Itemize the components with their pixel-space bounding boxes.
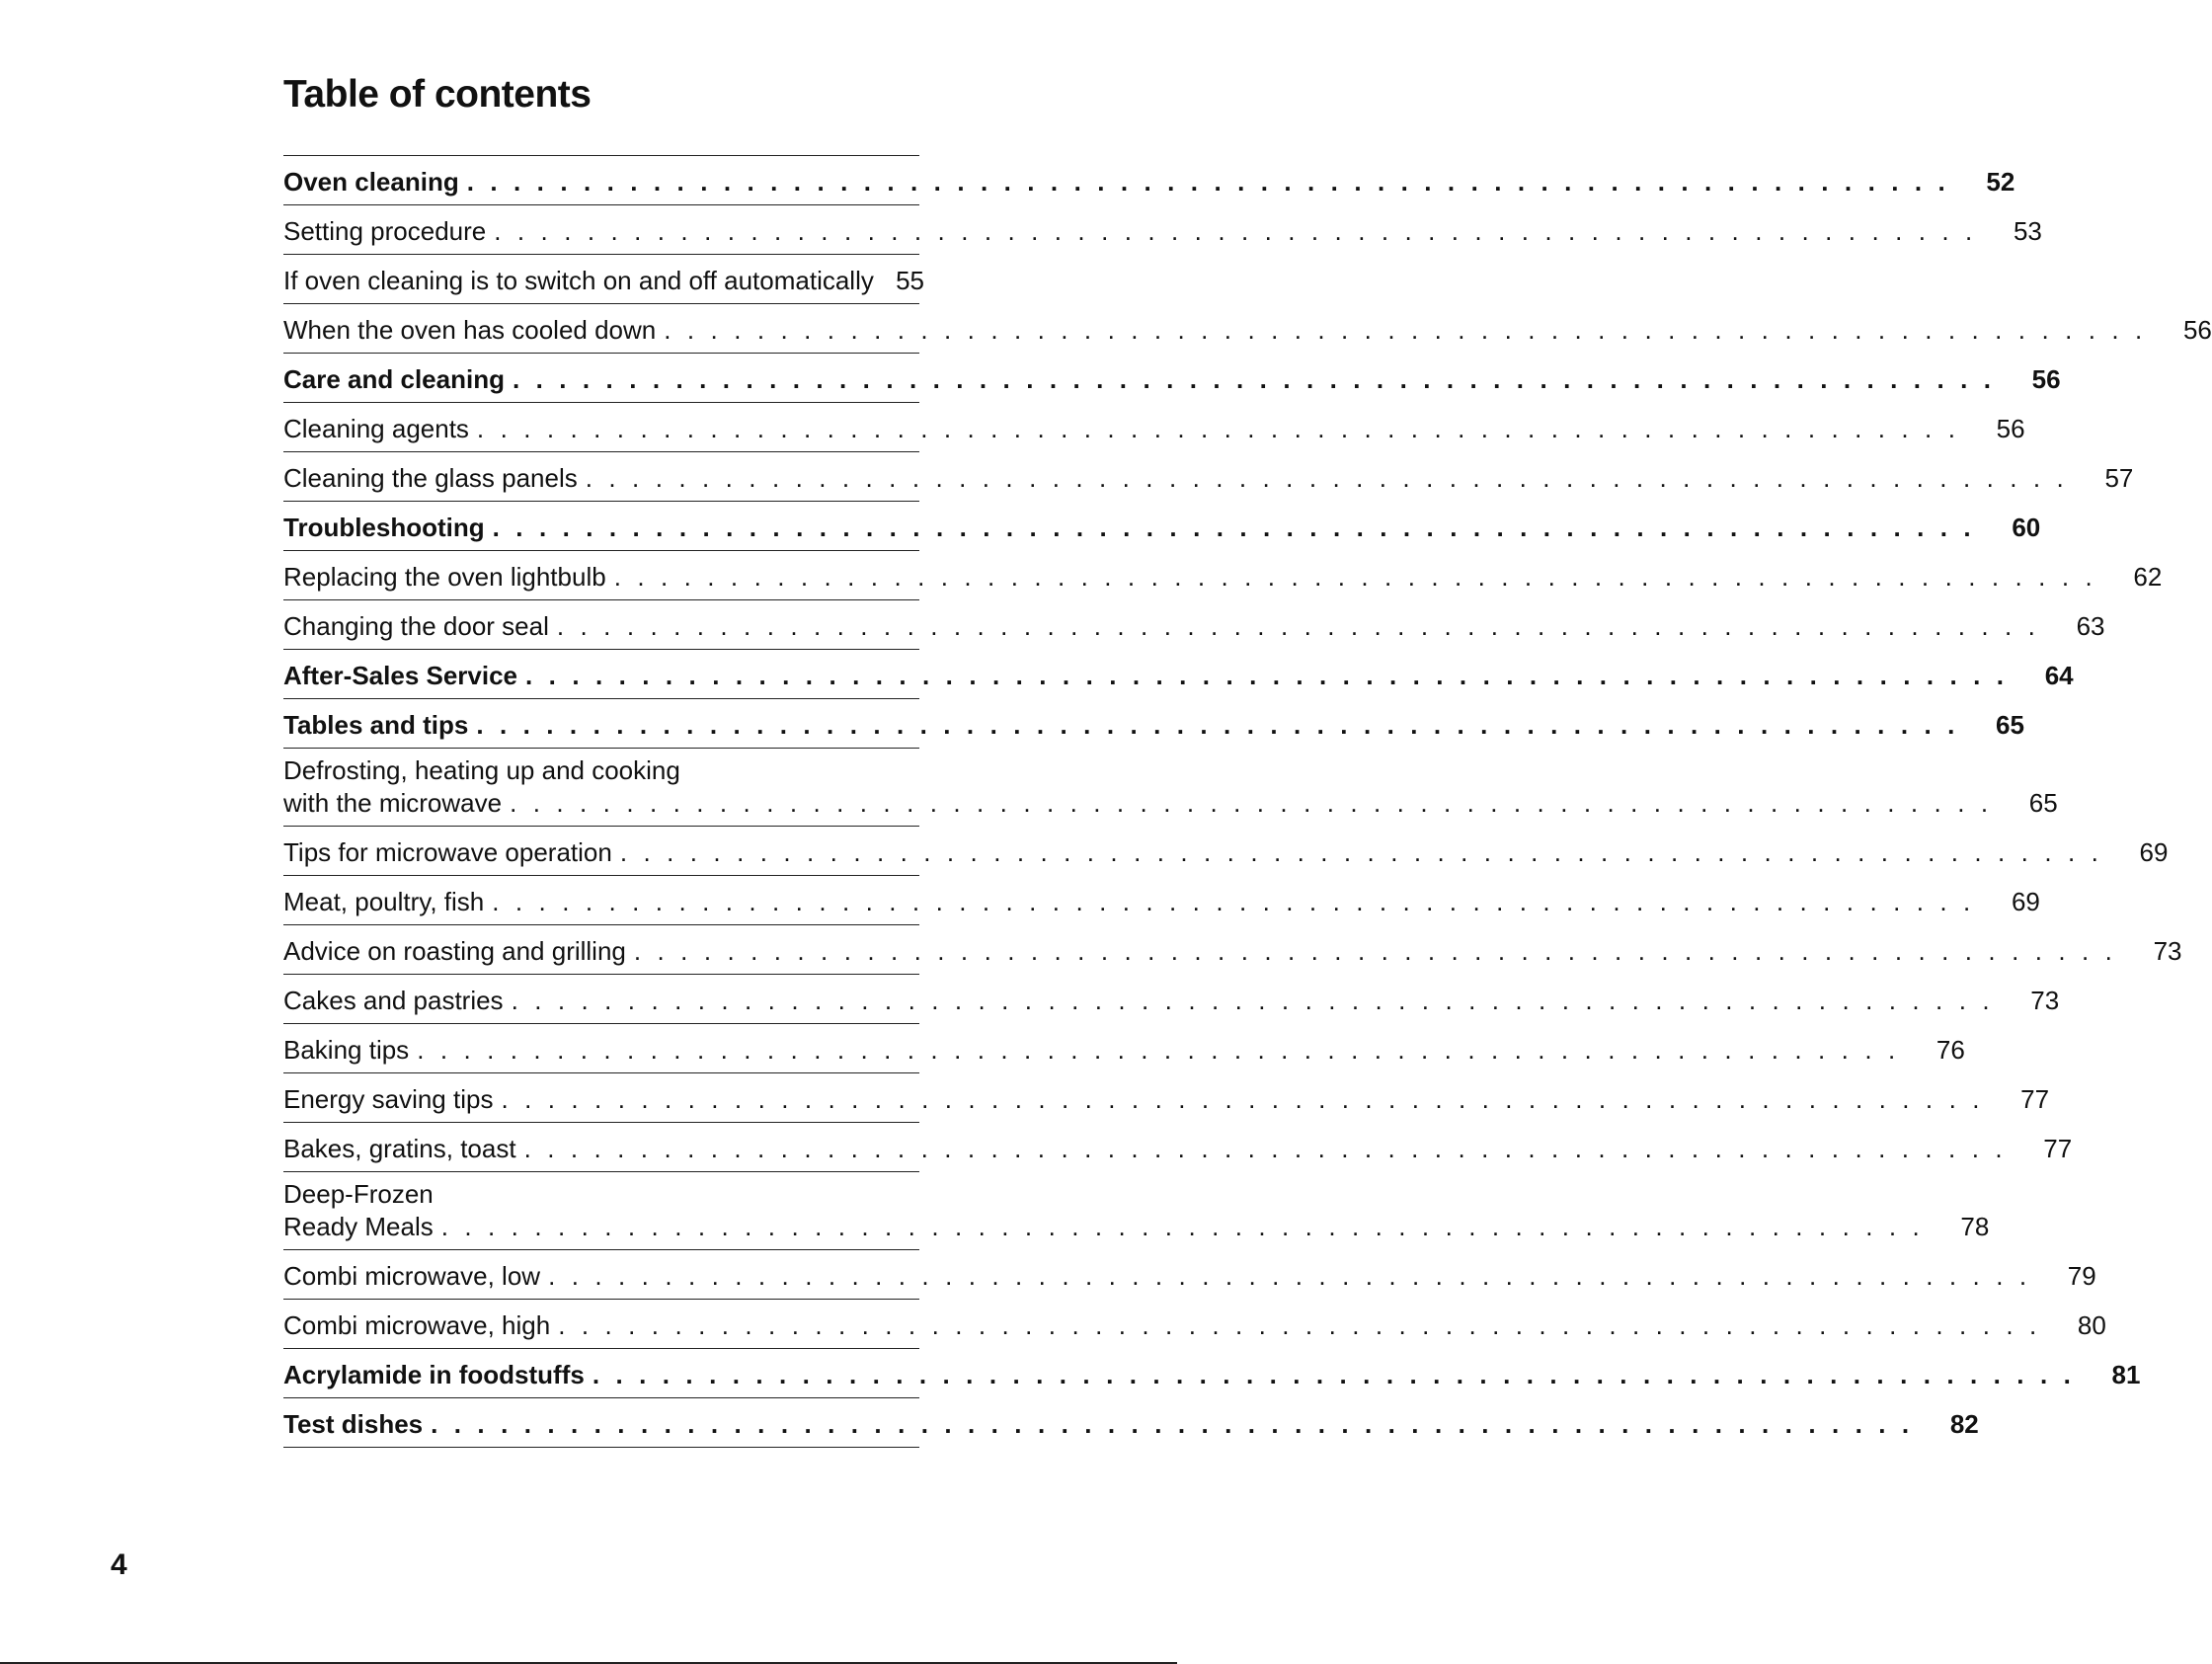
toc-entry (283, 650, 2074, 699)
toc-entry (283, 1024, 1965, 1073)
toc-entry-line (283, 1035, 1965, 1065)
dot-leader: . . . . . . . . . . . . . . . . . . . . . . . . . . . . . . . . . . . . . . . . . . . . . . . . . . . . . . . . . . . . . . . . (633, 936, 2117, 966)
toc-entry-page: 65 (2028, 788, 2058, 818)
dot-leader: . . . . . . . . . . . . . . . . . . . . . . . . . . . . . . . . . . . . . . . . . . . . . . . . . . . . . . . . . . . . . . . . (548, 1261, 2031, 1291)
toc-entry-page: 77 (2020, 1084, 2050, 1114)
toc-entry-line (283, 216, 2042, 246)
toc-entry-label: Oven cleaning (283, 167, 459, 197)
toc-entry-line (283, 562, 2163, 592)
toc-entry-label-line1: Defrosting, heating up and cooking (283, 755, 680, 785)
dot-leader: . . . . . . . . . . . . . . . . . . . . . . . . . . . . . . . . . . . . . . . . . . . . . . . . . . . . . . . . . . . . . . . . (512, 364, 1996, 394)
toc-entry-page: 80 (2077, 1310, 2106, 1340)
dot-leader: . . . . . . . . . . . . . . . . . . . . . . . . . . . . . . . . . . . . . . . . . . . . . . . . . . . . . . . . . . . . . . . . (585, 463, 2069, 493)
toc-entry-line (283, 788, 2058, 818)
toc-entry (283, 304, 2212, 354)
toc-entry (283, 1349, 2141, 1398)
dot-leader: . . . . . . . . . . . . . . . . . . . . . . . . . . . . . . . . . . . . . . . . . . . . . . . . . . . . . . . . . . . . . . . . (619, 837, 2103, 867)
dot-leader: . . . . . . . . . . . . . . . . . . . . . . . . . . . . . . . . . . . . . . . . . . . . . . . . . . . . . . . . . . . . . . . . (556, 611, 2040, 641)
toc-entry-label: Meat, poultry, fish (283, 887, 485, 916)
toc-entry-label: Combi microwave, low (283, 1261, 541, 1291)
toc-entry-label: Care and cleaning (283, 364, 505, 394)
toc-entry (283, 600, 2105, 650)
toc-entry-label: Energy saving tips (283, 1084, 494, 1114)
toc-entry-label: Combi microwave, high (283, 1310, 551, 1340)
toc-entry (283, 551, 2163, 600)
dot-leader: . . . . . . . . . . . . . . . . . . . . . . . . . . . . . . . . . . . . . . . . . . . . . . . . . . . . . . . . . . . . . . . . (494, 216, 1977, 246)
toc-entry (283, 975, 2060, 1024)
toc-entry (283, 876, 2040, 925)
toc-entry-page: 63 (2076, 611, 2105, 641)
toc-entry (283, 452, 2134, 502)
toc-entry (283, 1398, 1979, 1448)
toc-entry (283, 255, 924, 304)
toc-entry-label: with the microwave (283, 788, 503, 818)
toc-entry-page: 73 (2153, 936, 2182, 966)
toc-entry (283, 1073, 2050, 1123)
dot-leader: . . . . . . . . . . . . . . . . . . . . . . . . . . . . . . . . . . . . . . . . . . . . . . . . . . . . . . . . . . . . . . . . (523, 1134, 2008, 1163)
toc-entry (283, 749, 2058, 827)
toc-entry-line (283, 1310, 2106, 1340)
toc-entry-line (283, 463, 2134, 493)
toc-entry-label: If oven cleaning is to switch on and off automatically (283, 266, 874, 295)
dot-leader: . . . . . . . . . . . . . . . . . . . . . . . . . . . . . . . . . . . . . . . . . . . . . . . . . . . . . . . . . . . . . . . . (440, 1212, 1925, 1241)
toc-entry (283, 1172, 1990, 1250)
toc-entry-label: Cakes and pastries (283, 986, 504, 1015)
toc-entry-label: Advice on roasting and grilling (283, 936, 626, 966)
toc-entry-line (283, 1084, 2050, 1114)
toc-entry-line (283, 513, 2041, 542)
toc-entry-label: Ready Meals (283, 1212, 434, 1241)
toc-entry-line (283, 710, 2024, 740)
toc-entry-label: Tables and tips (283, 710, 469, 740)
toc-entry-line (283, 986, 2060, 1015)
toc-entry-label-line1: Deep-Frozen (283, 1179, 434, 1209)
toc-entry-page: 55 (896, 266, 924, 295)
toc-entry (283, 827, 2169, 876)
toc-entry (283, 502, 2041, 551)
toc-entry-line (283, 611, 2105, 641)
toc-entry-page: 76 (1936, 1035, 1965, 1065)
toc-entry-line (283, 1360, 2141, 1389)
toc-entry-page: 57 (2104, 463, 2134, 493)
toc-entry-label: Troubleshooting (283, 513, 485, 542)
dot-leader: . . . . . . . . . . . . . . . . . . . . . . . . . . . . . . . . . . . . . . . . . . . . . . . . . . . . . . . . . . . . . . . . (511, 986, 1995, 1015)
toc-entry-page: 64 (2044, 661, 2074, 690)
toc-entry-label: Setting procedure (283, 216, 487, 246)
toc-entry-page: 82 (1949, 1409, 1979, 1439)
toc-entry-label: Test dishes (283, 1409, 424, 1439)
toc-entry-label: Acrylamide in foodstuffs (283, 1360, 585, 1389)
toc-entry (283, 1250, 2096, 1300)
toc-entry-line (283, 315, 2212, 345)
toc-entry (283, 403, 2025, 452)
toc-entry-line (283, 414, 2025, 443)
dot-leader: . . . . . . . . . . . . . . . . . . . . . . . . . . . . . . . . . . . . . . . . . . . . . . . . . . . . . . . . . . . . . . . . (476, 414, 1960, 443)
toc-entry-page: 69 (2139, 837, 2169, 867)
toc-list (283, 155, 2212, 1448)
toc-entry-line (283, 1409, 1979, 1439)
toc-entry-line (283, 837, 2169, 867)
toc-entry-label: Changing the door seal (283, 611, 549, 641)
dot-leader: . . . . . . . . . . . . . . . . . . . . . . . . . . . . . . . . . . . . . . . . . . . . . . . . . . . . . . . . . . . . . . . . (592, 1360, 2076, 1389)
page-title: Table of contents (283, 73, 592, 116)
dot-leader: . . . . . . . . . . . . . . . . . . . . . . . . . . . . . . . . . . . . . . . . . . . . . . . . . . . . . . . . . . . . . . . . (476, 710, 1959, 740)
dot-leader: . . . . . . . . . . . . . . . . . . . . . . . . . . . . . . . . . . . . . . . . . . . . . . . . . . . . . . . . . . . . . . . . (492, 887, 1975, 916)
toc-entry-label: Cleaning agents (283, 414, 469, 443)
dot-leader: . . . . . . . . . . . . . . . . . . . . . . . . . . . . . . . . . . . . . . . . . . . . . . . . . . . . . . . . . . . . . . . . (466, 167, 1950, 197)
toc-entry-line (283, 1212, 1990, 1241)
toc-entry (283, 1123, 2073, 1172)
toc-entry-page: 81 (2111, 1360, 2141, 1389)
toc-entry-line (283, 167, 2015, 197)
toc-entry-page: 52 (1986, 167, 2015, 197)
toc-entry-page: 65 (1996, 710, 2024, 740)
toc-entry-page: 56 (1996, 414, 2025, 443)
toc-entry-page: 78 (1960, 1212, 1990, 1241)
toc-entry-line (283, 887, 2040, 916)
dot-leader: . . . . . . . . . . . . . . . . . . . . . . . . . . . . . . . . . . . . . . . . . . . . . . . . . . . . . . . . . . . . . . . . (501, 1084, 1985, 1114)
toc-entry (283, 925, 2182, 975)
toc-entry-line (283, 266, 924, 295)
toc-entry-label: Tips for microwave operation (283, 837, 612, 867)
toc-entry-page: 77 (2043, 1134, 2073, 1163)
toc-entry-label: When the oven has cooled down (283, 315, 657, 345)
dot-leader: . . . . . . . . . . . . . . . . . . . . . . . . . . . . . . . . . . . . . . . . . . . . . . . . . . . . . . . . . . . . . . . . (664, 315, 2147, 345)
dot-leader: . . . . . . . . . . . . . . . . . . . . . . . . . . . . . . . . . . . . . . . . . . . . . . . . . . . . . . . . . . . . . . . . (525, 661, 2009, 690)
toc-entry-label: Cleaning the glass panels (283, 463, 578, 493)
dot-leader: . . . . . . . . . . . . . . . . . . . . . . . . . . . . . . . . . . . . . . . . . . . . . . . . . . . . . . . . . . . . . . . . (613, 562, 2097, 592)
toc-entry-label: Bakes, gratins, toast (283, 1134, 516, 1163)
toc-entry-line (283, 1261, 2096, 1291)
dot-leader: . . . . . . . . . . . . . . . . . . . . . . . . . . . . . . . . . . . . . . . . . . . . . . . . . . . . . . . . . . . . . . . . (492, 513, 1976, 542)
toc-entry (283, 156, 2015, 205)
toc-entry-page: 73 (2030, 986, 2060, 1015)
toc-entry-page: 62 (2133, 562, 2163, 592)
toc-entry (283, 699, 2024, 749)
dot-leader: . . . . . . . . . . . . . . . . . . . . . . . . . . . . . . . . . . . . . . . . . . . . . . . . . . . . . . . . . . . . . . . . (431, 1409, 1914, 1439)
toc-entry-line (283, 661, 2074, 690)
toc-entry-page: 60 (2012, 513, 2041, 542)
toc-entry-label: Replacing the oven lightbulb (283, 562, 606, 592)
toc-entry-label: Baking tips (283, 1035, 410, 1065)
toc-entry (283, 354, 2061, 403)
dot-leader: . . . . . . . . . . . . . . . . . . . . . . . . . . . . . . . . . . . . . . . . . . . . . . . . . . . . . . . . . . . . . . . . (510, 788, 1993, 818)
page-number: 4 (111, 1548, 127, 1581)
toc-entry (283, 205, 2042, 255)
toc-entry-page: 79 (2067, 1261, 2096, 1291)
toc-entry (283, 1300, 2106, 1349)
toc-entry-line (283, 364, 2061, 394)
toc-entry-page: 53 (2013, 216, 2042, 246)
toc-entry-line (283, 1134, 2073, 1163)
toc-entry-page: 56 (2031, 364, 2061, 394)
toc-entry-line (283, 936, 2182, 966)
dot-leader: . . . . . . . . . . . . . . . . . . . . . . . . . . . . . . . . . . . . . . . . . . . . . . . . . . . . . . . . . . . . . . . . (558, 1310, 2041, 1340)
toc-entry-label: After-Sales Service (283, 661, 518, 690)
toc-entry-page: 56 (2182, 315, 2212, 345)
toc-entry-page: 69 (2011, 887, 2040, 916)
dot-leader: . . . . . . . . . . . . . . . . . . . . . . . . . . . . . . . . . . . . . . . . . . . . . . . . . . . . . . . . . . . . . . . . (417, 1035, 1900, 1065)
